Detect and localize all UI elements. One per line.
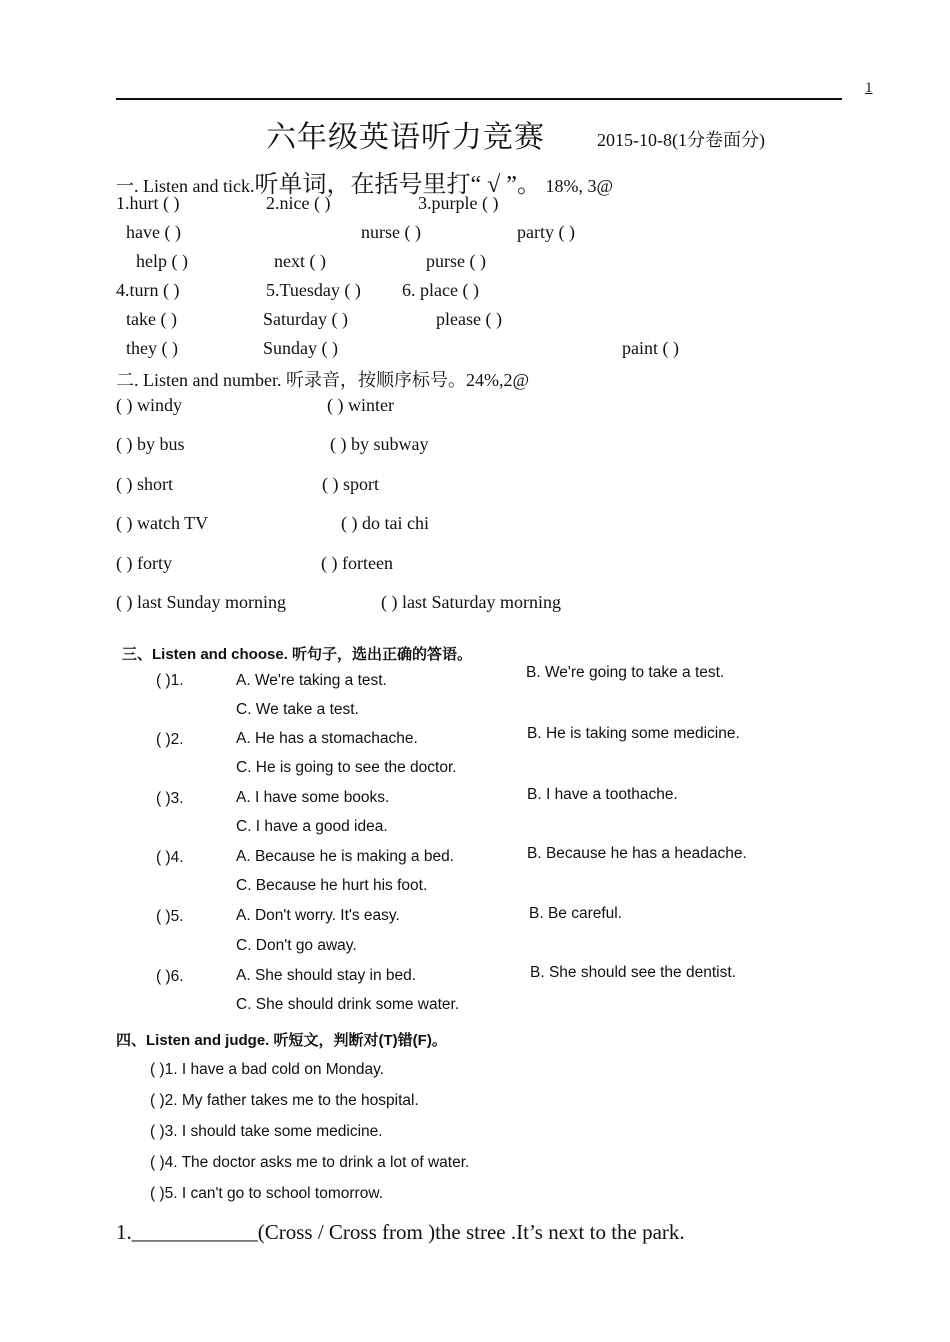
word-item: Saturday ( ) xyxy=(263,309,348,329)
judge-item: ( )2. My father takes me to the hospital. xyxy=(150,1092,419,1109)
option-b: B. Because he has a headache. xyxy=(527,845,747,862)
number-item: ( ) do tai chi xyxy=(341,513,429,533)
exam-date: 2015-10-8(1分卷面分) xyxy=(597,130,765,150)
question-number: ( )4. xyxy=(156,849,184,866)
number-item: ( ) by subway xyxy=(330,434,429,454)
word-item: party ( ) xyxy=(517,222,575,242)
word-item: paint ( ) xyxy=(622,338,679,358)
number-item: ( ) winter xyxy=(327,395,394,415)
word-item: purse ( ) xyxy=(426,251,486,271)
section4-heading: 四、Listen and judge. 听短文，判断对(T)错(F)。 xyxy=(116,1032,447,1049)
judge-item: ( )3. I should take some medicine. xyxy=(150,1123,383,1140)
option-a: A. Because he is making a bed. xyxy=(236,848,454,865)
number-item: ( ) by bus xyxy=(116,434,185,454)
header-rule xyxy=(116,98,842,100)
word-item: have ( ) xyxy=(126,222,181,242)
word-item: next ( ) xyxy=(274,251,326,271)
option-a: A. We're taking a test. xyxy=(236,672,387,689)
page-number: 1 xyxy=(865,80,873,96)
section3-heading: 三、Listen and choose. 听句子，选出正确的答语。 xyxy=(122,646,473,663)
number-item: ( ) sport xyxy=(322,474,379,494)
option-a: A. She should stay in bed. xyxy=(236,967,417,984)
word-item: 5.Tuesday ( ) xyxy=(266,280,361,300)
option-c: C. Because he hurt his foot. xyxy=(236,877,428,894)
section1-heading-suffix: 18%, 3@ xyxy=(545,176,614,196)
number-item: ( ) windy xyxy=(116,395,182,415)
option-a: A. Don't worry. It's easy. xyxy=(236,907,400,924)
section1-heading xyxy=(116,164,613,199)
option-c: C. I have a good idea. xyxy=(236,818,388,835)
section1-heading-prefix: 一. Listen and tick. xyxy=(116,176,255,196)
option-c: C. She should drink some water. xyxy=(236,996,460,1013)
number-item: ( ) forty xyxy=(116,553,172,573)
option-c: C. He is going to see the doctor. xyxy=(236,759,457,776)
footer-question: 1.____________(Cross / Cross from )the stree .It’s next to the park. xyxy=(116,1220,685,1244)
section1-heading-cn: 听单词，在括号里打“ √ ”。 xyxy=(254,172,541,198)
question-number: ( )2. xyxy=(156,731,184,748)
word-item: 3.purple ( ) xyxy=(418,193,499,213)
word-item: 6. place ( ) xyxy=(402,280,479,300)
question-number: ( )3. xyxy=(156,790,184,807)
number-item: ( ) forteen xyxy=(321,553,393,573)
option-b: B. She should see the dentist. xyxy=(530,964,736,981)
number-item: ( ) last Sunday morning xyxy=(116,592,286,612)
question-number: ( )5. xyxy=(156,908,184,925)
judge-item: ( )4. The doctor asks me to drink a lot of water. xyxy=(150,1154,470,1171)
question-number: ( )6. xyxy=(156,968,184,985)
word-item: please ( ) xyxy=(436,309,502,329)
word-item: they ( ) xyxy=(126,338,178,358)
option-a: A. He has a stomachache. xyxy=(236,730,418,747)
word-item: 4.turn ( ) xyxy=(116,280,180,300)
number-item: ( ) last Saturday morning xyxy=(381,592,561,612)
page-title: 六年级英语听力竞赛 xyxy=(266,121,545,154)
judge-item: ( )1. I have a bad cold on Monday. xyxy=(150,1061,385,1078)
word-item: Sunday ( ) xyxy=(263,338,338,358)
judge-item: ( )5. I can't go to school tomorrow. xyxy=(150,1185,383,1202)
section2-heading: 二. Listen and number. 听录音，按顺序标号。24%,2@ xyxy=(116,370,530,390)
option-c: C. We take a test. xyxy=(236,701,359,718)
number-item: ( ) short xyxy=(116,474,173,494)
option-b: B. I have a toothache. xyxy=(527,786,678,803)
option-a: A. I have some books. xyxy=(236,789,390,806)
option-b: B. Be careful. xyxy=(529,905,623,922)
word-item: help ( ) xyxy=(136,251,188,271)
number-item: ( ) watch TV xyxy=(116,513,209,533)
word-item: 2.nice ( ) xyxy=(266,193,331,213)
word-item: nurse ( ) xyxy=(361,222,421,242)
word-item: take ( ) xyxy=(126,309,177,329)
word-item: 1.hurt ( ) xyxy=(116,193,180,213)
question-number: ( )1. xyxy=(156,672,184,689)
option-b: B. He is taking some medicine. xyxy=(527,725,740,742)
option-c: C. Don't go away. xyxy=(236,937,357,954)
option-b: B. We're going to take a test. xyxy=(526,664,725,681)
